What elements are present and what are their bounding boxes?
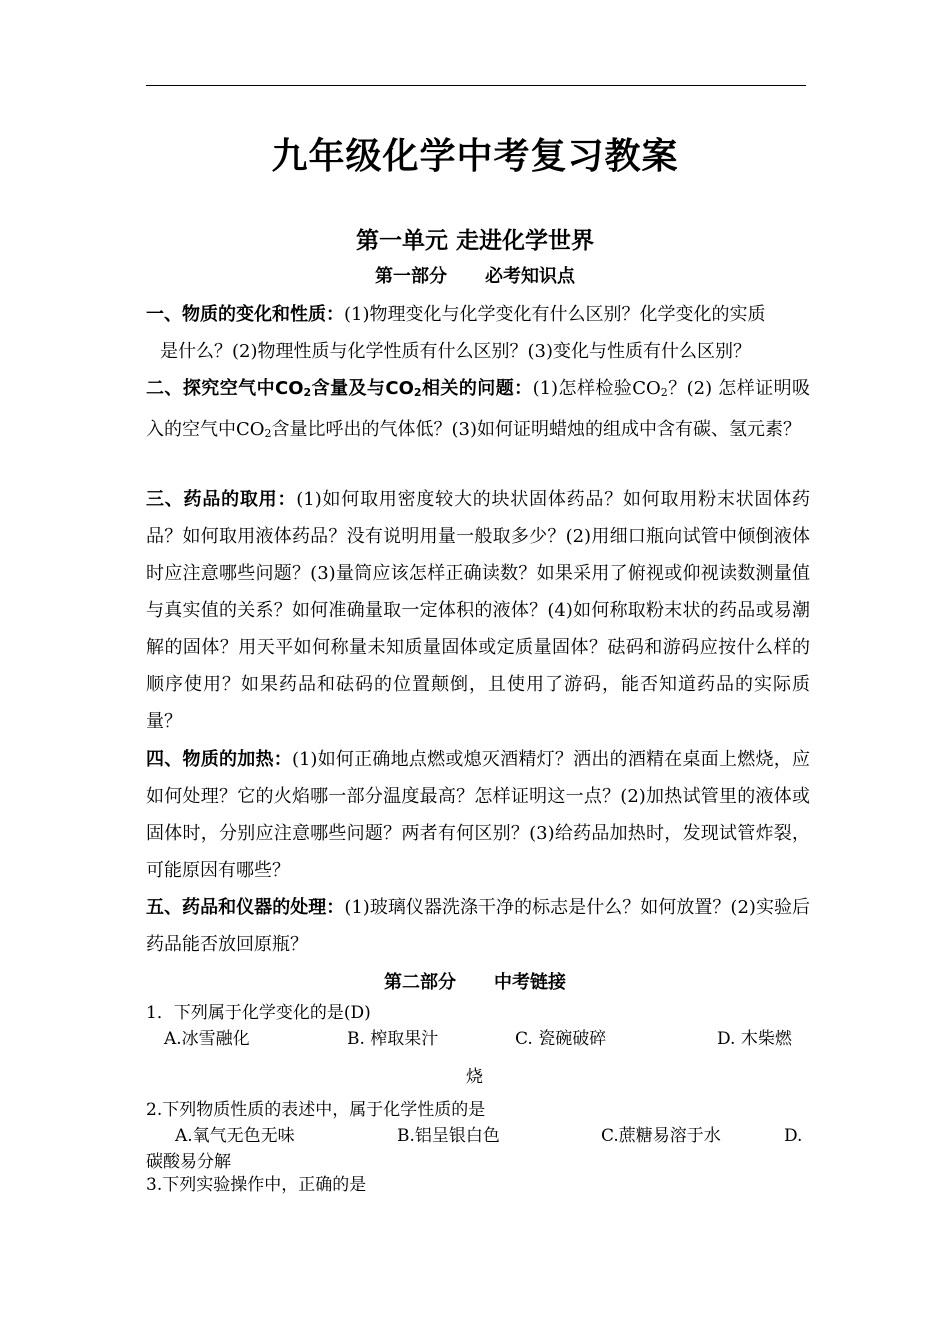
part1-subtitle: 必考知识点 — [485, 266, 575, 287]
section-1 — [146, 296, 810, 370]
section-5 — [146, 889, 810, 963]
question-1-option-b: B. 榨取果汁 — [347, 1029, 439, 1049]
part2-heading — [0, 968, 950, 994]
page-title: 九年级化学中考复习教案 — [271, 136, 679, 177]
section-2-text: (1)怎样检验$CO_2$？(2) 怎样证明吸入的空气中$CO_2$含量比呼出的气体低？(3)如何证明蜡烛的组成中含有碳、氢元素？ — [146, 378, 811, 440]
question-2-option-c: C.蔗糖易溶于水 — [601, 1126, 721, 1146]
section-2-heading: 二、探究空气中$CO_2$含量及与$CO_2$相关的问题： — [146, 378, 533, 399]
section-5-heading: 五、药品和仪器的处理： — [146, 897, 345, 918]
question-1-option-a: A.冰雪融化 — [164, 1029, 250, 1049]
question-1-option-d-cont: 烧 — [466, 1067, 483, 1087]
question-2-stem: 2.下列物质性质的表述中，属于化学性质的是 — [146, 1100, 486, 1120]
section-1-text-1: (1)物理变化与化学变化有什么区别？化学变化的实质 — [344, 304, 766, 325]
section-5-text: (1)玻璃仪器洗涤干净的标志是什么？如何放置？(2)实验后药品能否放回原瓶？ — [146, 897, 811, 955]
section-3-heading: 三、药品的取用： — [146, 489, 297, 510]
section-1-heading: 一、物质的变化和性质： — [146, 304, 344, 325]
part1-label: 第一部分 — [375, 266, 447, 287]
section-4-text: (1)如何正确地点燃或熄灭酒精灯？洒出的酒精在桌面上燃烧，应如何处理？它的火焰哪一部分温度最高？怎样证明这一点？(2)加热试管里的液体或固体时，分别应注意哪些问题？两者有何区别？(3)给药品加热时，发现试管炸裂，可能原因有哪些？ — [146, 749, 811, 881]
section-3 — [146, 481, 810, 740]
question-1-option-d: D. 木柴燃 — [717, 1029, 792, 1049]
section-4 — [146, 741, 810, 889]
section-3-text: (1)如何取用密度较大的块状固体药品？如何取用粉末状固体药品？如何取用液体药品？没有说明用量一般取多少？(2)用细口瓶向试管中倾倒液体时应注意哪些问题？(3)量筒应该怎样正确读数？如果采用了俯视或仰视读数测量值与真实值的关系？如何准确量取一定体积的液体？(4)如何称取粉末状的药品或易潮解的固体？用天平如何称量未知质量固体或定质量固体？砝码和游码应按什么样的顺序使用？如果药品和砝码的位置颠倒，且使用了游码，能否知道药品的实际质量？ — [146, 489, 810, 732]
question-1-option-c: C. 瓷碗破碎 — [515, 1029, 607, 1049]
section-2 — [146, 370, 810, 452]
question-2-option-a: A.氧气无色无味 — [175, 1126, 295, 1146]
section-4-heading: 四、物质的加热： — [146, 749, 292, 770]
unit-heading: 第一单元 走进化学世界 — [355, 228, 594, 254]
part2-subtitle: 中考链接 — [494, 972, 566, 993]
question-1-stem: 1．下列属于化学变化的是(D) — [146, 1003, 371, 1023]
question-2-option-b: B.铝呈银白色 — [397, 1126, 500, 1146]
part1-heading — [0, 262, 950, 288]
header-rule — [146, 85, 806, 86]
section-1-text-2: 是什么？(2)物理性质与化学性质有什么区别？(3)变化与性质有什么区别？ — [160, 341, 751, 362]
part2-label: 第二部分 — [384, 972, 456, 993]
question-2-option-d: D. — [784, 1126, 803, 1146]
question-2-option-d-cont: 碳酸易分解 — [146, 1152, 231, 1172]
question-3-stem: 3.下列实验操作中，正确的是 — [146, 1175, 367, 1195]
